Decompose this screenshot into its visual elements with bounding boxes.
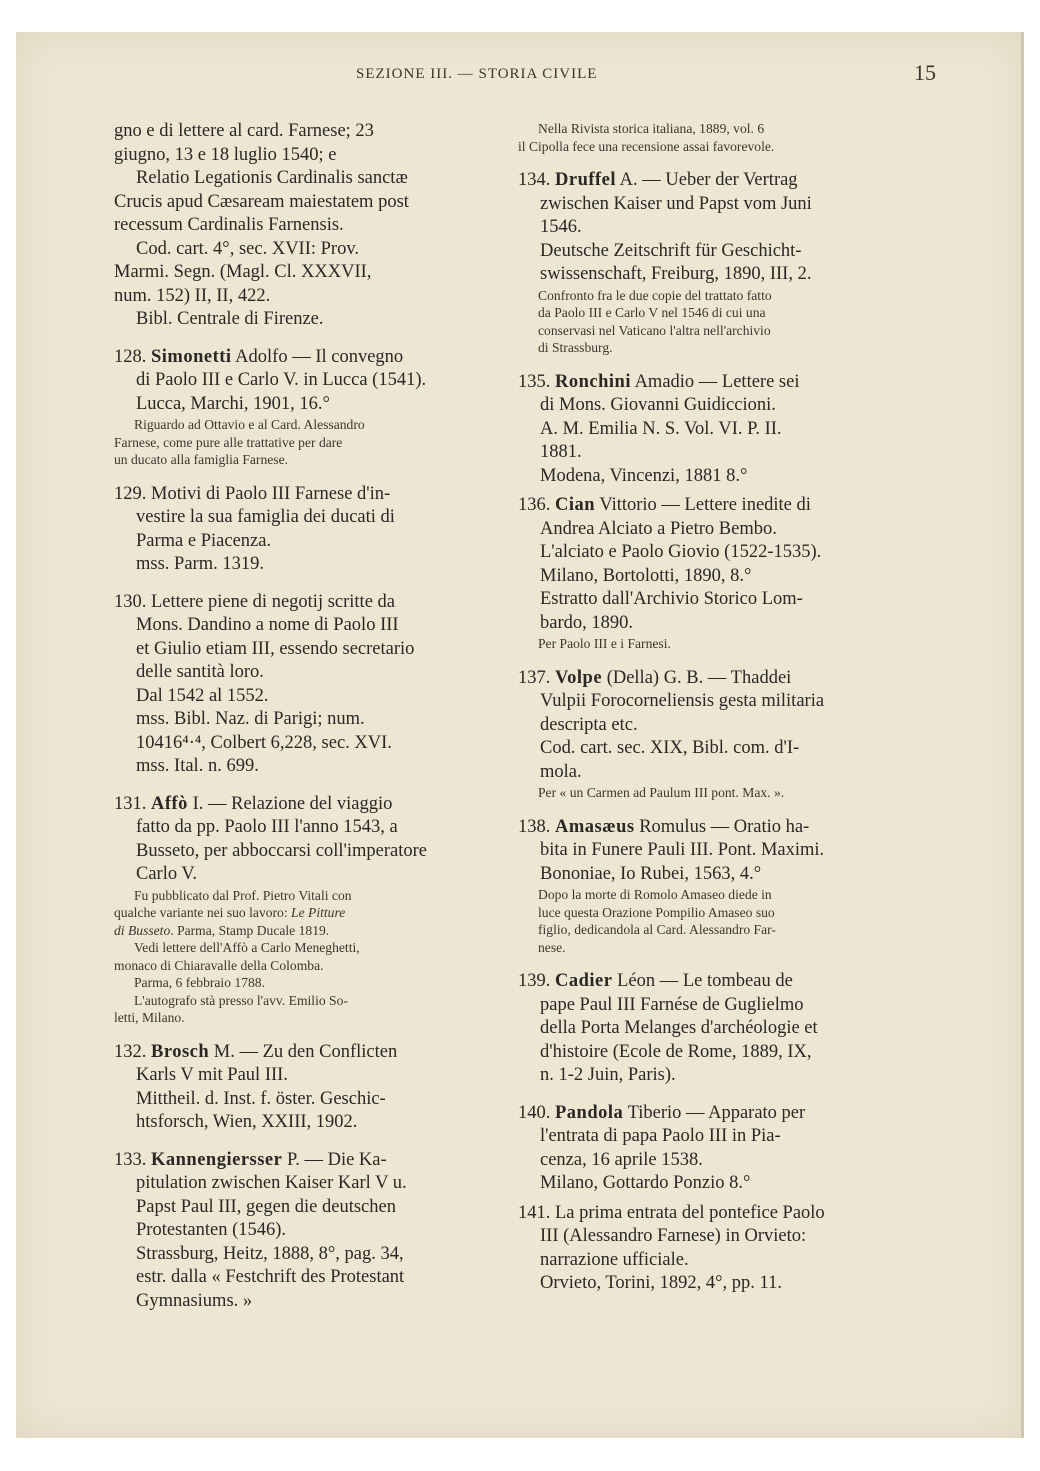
text-line: della Porta Melanges d'archéologie et [540, 1018, 818, 1038]
text-line: narrazione ufficiale. [540, 1249, 689, 1270]
text-line: estr. dalla « Festchrift des Protestant [136, 1267, 405, 1287]
text-line: Busseto, per abboccarsi coll'imperatore [136, 840, 428, 861]
entry-continuation [518, 120, 904, 155]
entry-133 [114, 1149, 486, 1314]
text-line: swissenschaft, Freiburg, 1890, III, 2. [540, 264, 812, 284]
text-line: L'alciato e Paolo Giovio (1522-1535). [540, 542, 822, 562]
note-line: luce questa Orazione Pompilio Amaseo suo [538, 904, 775, 920]
entry-134 [518, 169, 904, 357]
running-header: SEZIONE III. — STORIA CIVILE [356, 66, 598, 82]
text-line: bardo, 1890. [540, 612, 633, 633]
note-line: Parma, 6 febbraio 1788. [134, 975, 265, 990]
text-line: Milano, Gottardo Ponzio 8.° [540, 1173, 751, 1193]
text-line: Motivi di Paolo III Farnese d'in- [146, 483, 391, 504]
entry-140 [518, 1102, 904, 1196]
entry-number: 138. [518, 816, 551, 837]
text-line: delle santità loro. [136, 662, 264, 682]
text-line: di Paolo III e Carlo V. in Lucca (1541). [136, 370, 427, 390]
entry-number: 134. [518, 170, 551, 190]
entry-number: 129. [114, 483, 147, 504]
entry-number: 141. [518, 1202, 551, 1223]
note-line: Per Paolo III e i Farnesi. [538, 636, 671, 651]
text-line: mola. [540, 761, 582, 782]
entry-number: 137. [518, 667, 551, 688]
note-line: nese. [538, 939, 566, 955]
entry-136 [518, 494, 904, 653]
text-line: 10416⁴·⁴, Colbert 6,228, sec. XVI. [136, 732, 392, 753]
text-line: Mittheil. d. Inst. f. öster. Geschic- [136, 1088, 386, 1109]
text-line: 1881. [540, 442, 582, 462]
text-line: III (Alessandro Farnese) in Orvieto: [540, 1226, 807, 1246]
entry-author: Volpe [555, 667, 603, 688]
text-line: A. — Ueber der Vertrag [616, 170, 798, 190]
text-line: Cod. cart. sec. XIX, Bibl. com. d'I- [540, 738, 800, 758]
text-line: Carlo V. [136, 864, 197, 884]
entry-132 [114, 1041, 486, 1135]
note-line: Per « un Carmen ad Paulum III pont. Max. ». [538, 785, 785, 800]
text-line: Relatio Legationis Cardinalis sanctæ [136, 168, 408, 188]
note-line: il Cipolla fece una recensione assai favorevole. [518, 138, 775, 154]
text-line: n. 1-2 Juin, Paris). [540, 1065, 676, 1085]
text-line: pitulation zwischen Kaiser Karl V u. [136, 1173, 407, 1193]
text-line: Gymnasiums. » [136, 1290, 253, 1311]
note-line: Fu pubblicato dal Prof. Pietro Vitali con [134, 887, 352, 903]
entry-number: 139. [518, 971, 551, 991]
text-line: et Giulio etiam III, essendo secretario [136, 638, 415, 659]
text-line: Tiberio — Apparato per [623, 1102, 806, 1123]
text-line: La prima entrata del pontefice Paolo [550, 1202, 825, 1223]
note-line: Nella Rivista storica italiana, 1889, vol. 6 [538, 121, 765, 136]
text-line: mss. Bibl. Naz. di Parigi; num. [136, 709, 365, 729]
text-line: Adolfo — Il convegno [231, 346, 404, 367]
text-line: descripta etc. [540, 714, 638, 735]
text-line: M. — Zu den Conflicten [209, 1041, 398, 1062]
entry-138 [518, 816, 904, 957]
text-line: bita in Funere Pauli III. Pont. Maximi. [540, 840, 825, 860]
note-line: qualche variante nei suo lavoro: [114, 905, 292, 920]
text-line: Mons. Dandino a nome di Paolo III [136, 615, 399, 635]
text-line: pape Paul III Farnése de Guglielmo [540, 994, 804, 1015]
text-line: vestire la sua famiglia dei ducati di [136, 507, 395, 527]
text-line: Romulus — Oratio ha- [634, 816, 810, 837]
left-column [114, 120, 486, 1319]
text-line: giugno, 13 e 18 luglio 1540; e [114, 144, 337, 165]
text-line: Amadio — Lettere sei [630, 371, 800, 392]
text-line: Marmi. Segn. (Magl. Cl. XXXVII, [114, 262, 372, 282]
text-line: Léon — Le tombeau de [612, 971, 793, 991]
note-line: da Paolo III e Carlo V nel 1546 di cui una [538, 305, 766, 320]
text-line: Strassburg, Heitz, 1888, 8°, pag. 34, [136, 1243, 404, 1264]
note-line: di Strassburg. [538, 340, 613, 355]
entry-author: Brosch [151, 1041, 210, 1062]
entry-130 [114, 591, 486, 779]
entry-author: Kannengiersser [151, 1149, 283, 1170]
note-line: Confronto fra le due copie del trattato fatto [538, 287, 772, 303]
text-line: Parma e Piacenza. [136, 530, 272, 551]
entry-number: 130. [114, 591, 147, 612]
text-line: htsforsch, Wien, XXIII, 1902. [136, 1112, 358, 1132]
text-line: Orvieto, Torini, 1892, 4°, pp. 11. [540, 1273, 782, 1293]
entry-129 [114, 483, 486, 577]
entry-author: Affò [151, 793, 188, 814]
entry-number: 131. [114, 793, 147, 814]
text-line: P. — Die Ka- [282, 1149, 387, 1170]
note-line: Riguardo ad Ottavio e al Card. Alessandro [134, 417, 365, 432]
entry-author: Simonetti [151, 346, 232, 367]
page-edge [1021, 32, 1024, 1438]
entry-141 [518, 1202, 904, 1296]
entry-author: Cian [555, 495, 596, 515]
entry-128 [114, 346, 486, 469]
entry-number: 132. [114, 1041, 147, 1062]
text-line: num. 152) II, II, 422. [114, 285, 271, 306]
text-line: Estratto dall'Archivio Storico Lom- [540, 589, 803, 609]
note-italic: di Busseto [114, 922, 171, 938]
entry-number: 128. [114, 346, 147, 367]
entry-number: 140. [518, 1102, 551, 1123]
entry-continuation [114, 120, 486, 332]
text-line: Dal 1542 al 1552. [136, 685, 269, 706]
note-line: letti, Milano. [114, 1010, 185, 1025]
note-italic: Le Pitture [291, 905, 346, 920]
right-column [518, 120, 904, 1302]
text-line: di Mons. Giovanni Guidiccioni. [540, 395, 776, 415]
text-line: gno e di lettere al card. Farnese; 23 [114, 121, 374, 141]
text-line: Papst Paul III, gegen die deutschen [136, 1196, 396, 1217]
entry-139 [518, 970, 904, 1088]
text-line: Andrea Alciato a Pietro Bembo. [540, 518, 777, 539]
text-line: Crucis apud Cæsaream maiestatem post [114, 191, 409, 212]
text-line: Milano, Bortolotti, 1890, 8.° [540, 565, 752, 586]
text-line: Lettere piene di negotij scritte da [146, 591, 395, 612]
entry-number: 136. [518, 495, 551, 515]
text-line: l'entrata di papa Paolo III in Pia- [540, 1126, 781, 1146]
note-line: Farnese, come pure alle trattative per dare [114, 434, 343, 450]
text-line: mss. Parm. 1319. [136, 554, 264, 574]
entry-author: Pandola [555, 1102, 624, 1123]
note-line: L'autografo stà presso l'avv. Emilio So- [134, 992, 348, 1008]
text-line: d'histoire (Ecole de Rome, 1889, IX, [540, 1041, 812, 1062]
entry-author: Ronchini [555, 371, 631, 392]
text-line: recessum Cardinalis Farnensis. [114, 215, 344, 235]
text-line: Protestanten (1546). [136, 1220, 287, 1240]
page-number: 15 [914, 60, 936, 85]
entry-137 [518, 667, 904, 802]
note-line: Vedi lettere dell'Affò a Carlo Meneghetti, [134, 940, 360, 955]
text-line: mss. Ital. n. 699. [136, 756, 259, 776]
text-line: Vulpii Forocorneliensis gesta militaria [540, 691, 825, 711]
text-line: zwischen Kaiser und Papst vom Juni [540, 193, 812, 214]
note-line: conservasi nel Vaticano l'altra nell'archivio [538, 322, 771, 338]
text-line: A. M. Emilia N. S. Vol. VI. P. II. [540, 418, 782, 439]
note-line: Dopo la morte di Romolo Amaseo diede in [538, 887, 772, 902]
entry-135 [518, 371, 904, 489]
note-line: . Parma, Stamp Ducale 1819. [170, 922, 330, 938]
text-line: 1546. [540, 217, 582, 237]
note-line: monaco di Chiaravalle della Colomba. [114, 957, 324, 973]
entry-131 [114, 793, 486, 1027]
entry-number: 133. [114, 1149, 147, 1170]
text-line: Vittorio — Lettere inedite di [595, 495, 811, 515]
note-line: un ducato alla famiglia Farnese. [114, 452, 289, 467]
entry-author: Cadier [555, 971, 613, 991]
entry-author: Amasæus [555, 816, 635, 837]
text-line: fatto da pp. Paolo III l'anno 1543, a [136, 817, 398, 837]
text-line: I. — Relazione del viaggio [187, 793, 393, 814]
text-line: Karls V mit Paul III. [136, 1065, 288, 1085]
text-line: cenza, 16 aprile 1538. [540, 1149, 703, 1170]
note-line: figlio, dedicandola al Card. Alessandro Far- [538, 922, 776, 937]
text-line: Modena, Vincenzi, 1881 8.° [540, 465, 748, 486]
text-line: (Della) G. B. — Thaddei [602, 667, 792, 688]
entry-author: Druffel [555, 170, 617, 190]
text-line: Cod. cart. 4°, sec. XVII: Prov. [136, 238, 360, 259]
text-line: Lucca, Marchi, 1901, 16.° [136, 393, 330, 414]
text-line: Bononiae, Io Rubei, 1563, 4.° [540, 863, 762, 884]
text-line: Deutsche Zeitschrift für Geschicht- [540, 240, 802, 261]
entry-number: 135. [518, 371, 551, 392]
text-line: Bibl. Centrale di Firenze. [136, 309, 324, 329]
